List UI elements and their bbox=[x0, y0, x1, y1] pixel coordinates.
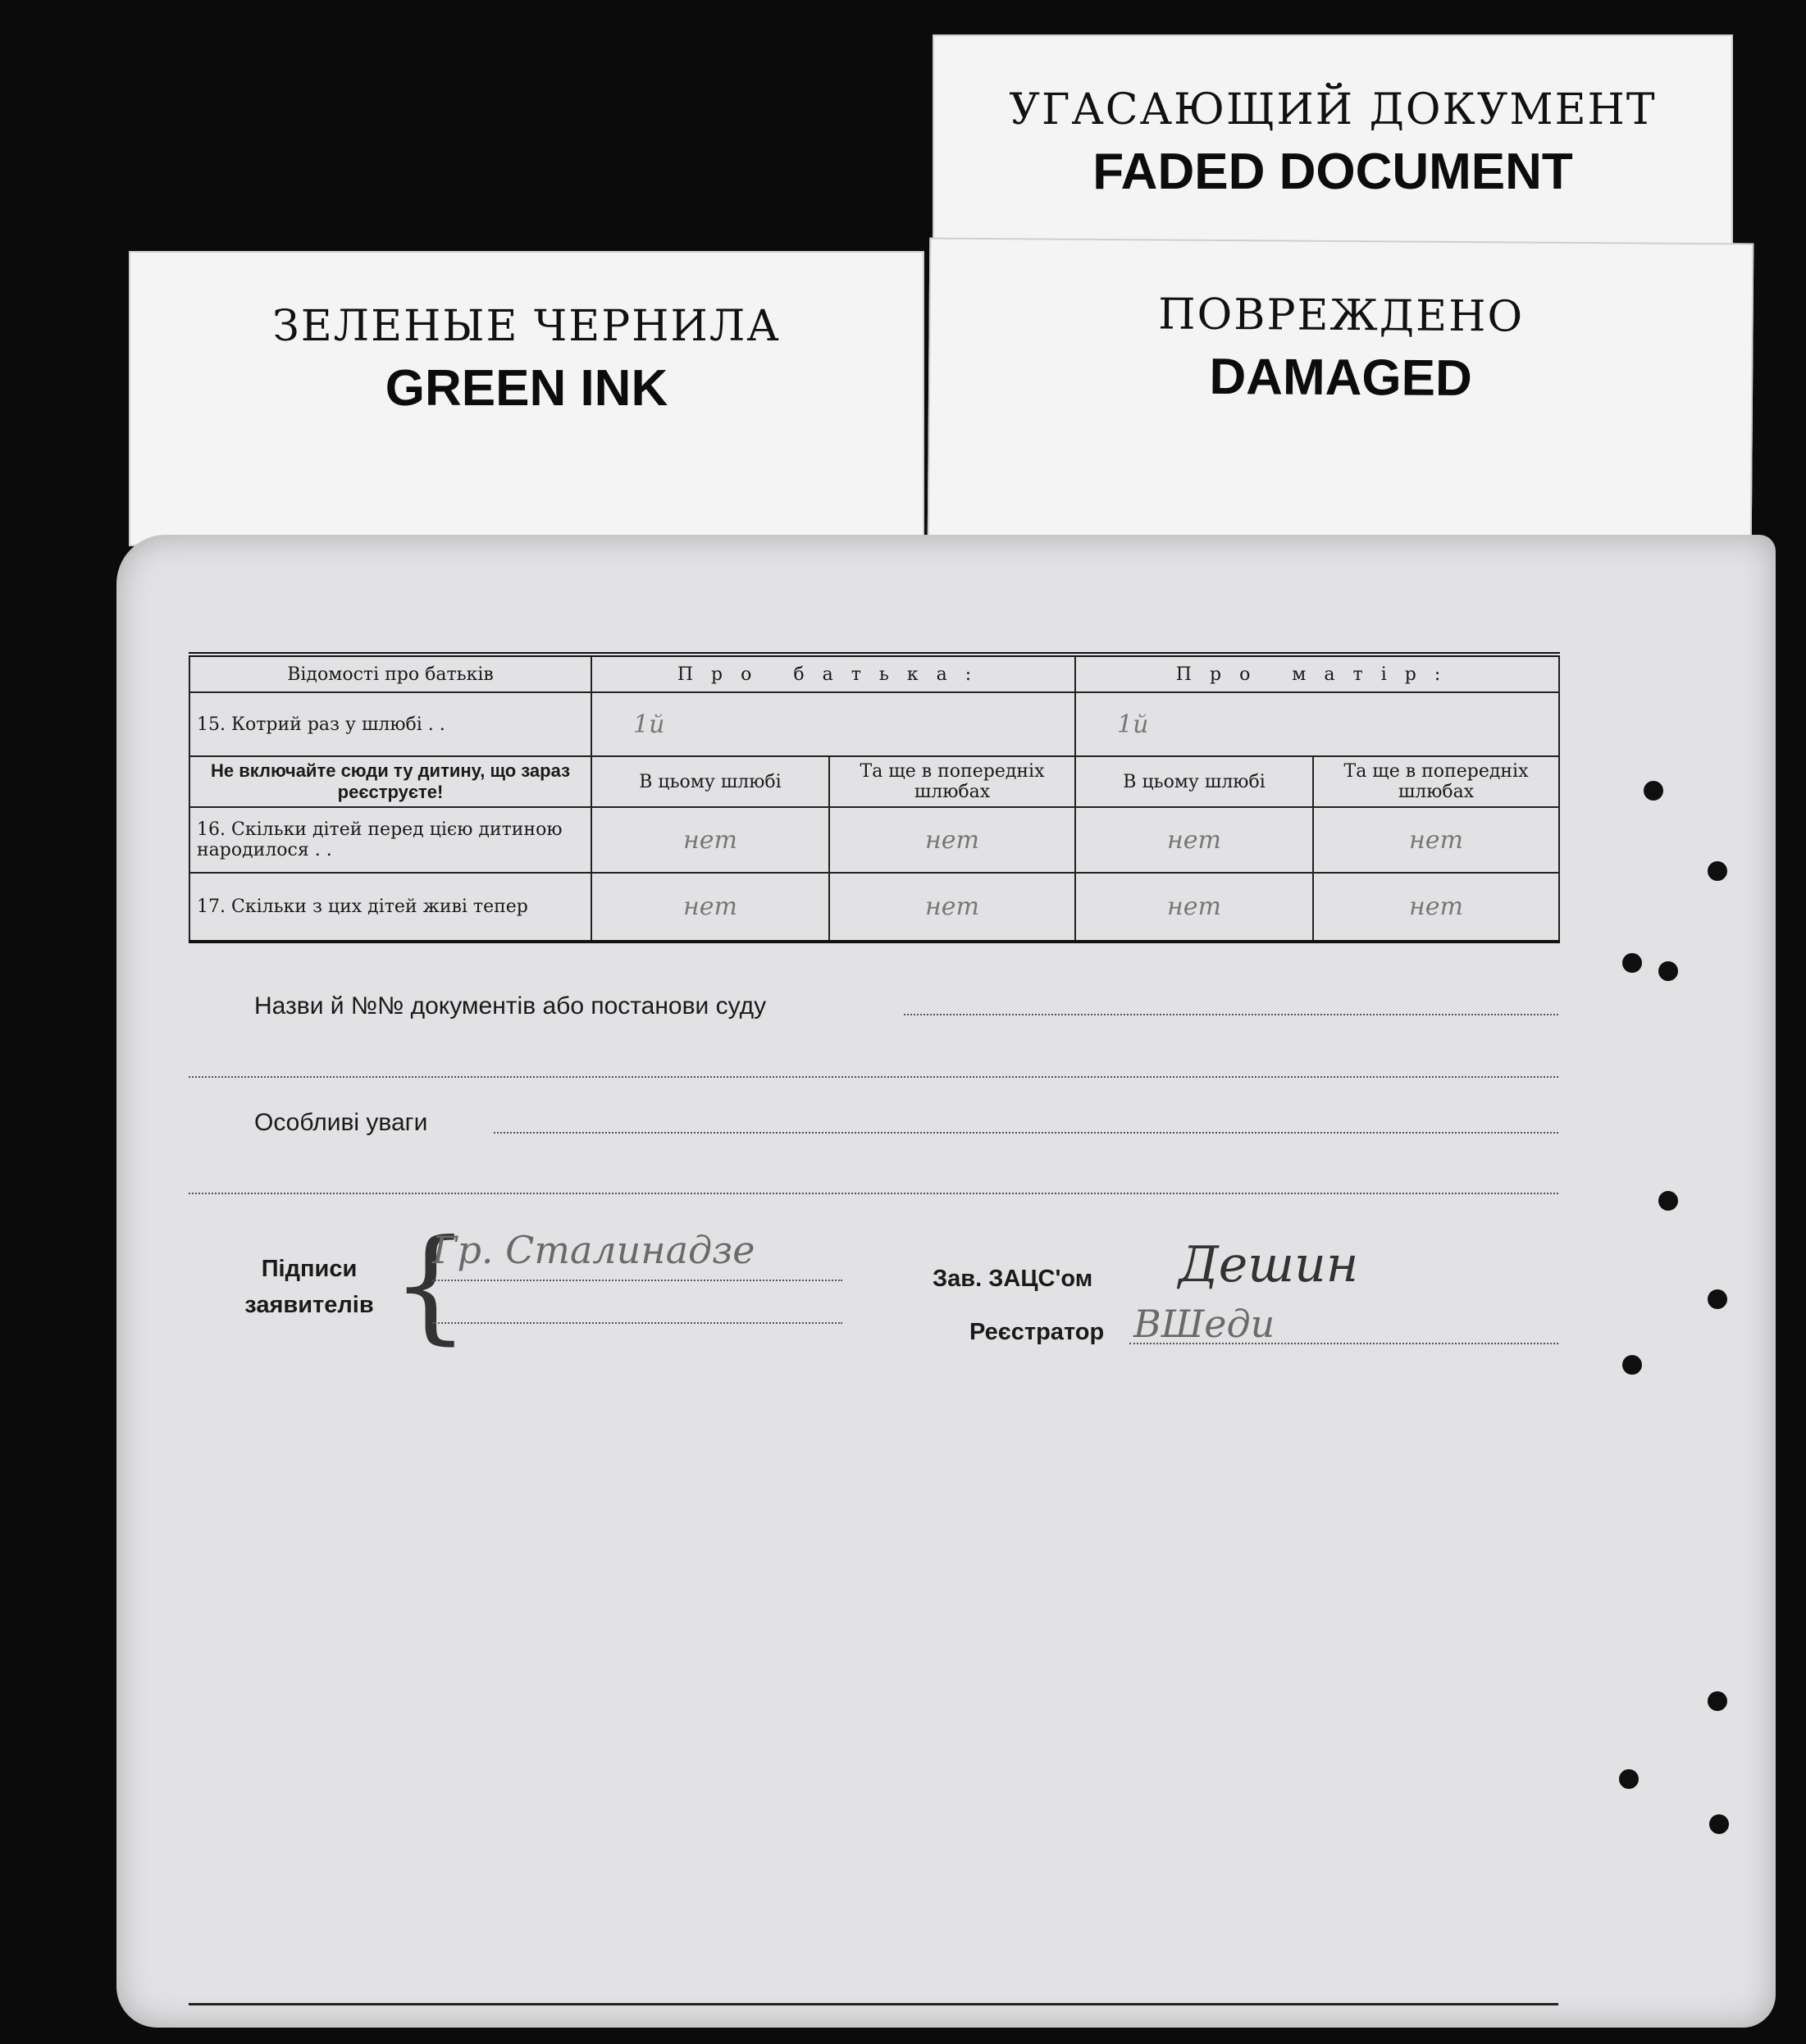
header-mother: Про матір: bbox=[1075, 655, 1559, 692]
punch-hole bbox=[1658, 1191, 1678, 1211]
notes-field-line-2 bbox=[189, 1193, 1558, 1194]
registrar-signature-line bbox=[1129, 1343, 1558, 1344]
row16-value: нет bbox=[1075, 807, 1313, 873]
document-sheet bbox=[116, 535, 1776, 2028]
row17-value: нет bbox=[591, 873, 829, 942]
punch-hole bbox=[1708, 861, 1727, 881]
punch-hole bbox=[1709, 1814, 1729, 1834]
row17-value: нет bbox=[1075, 873, 1313, 942]
row16-value: нет bbox=[829, 807, 1075, 873]
applicant-signature: Гр. Сталинадзе bbox=[432, 1228, 755, 1272]
parents-info-table bbox=[189, 652, 1560, 943]
notes-field-label: Особливі уваги bbox=[254, 1109, 428, 1136]
damaged-label-en: DAMAGED bbox=[1209, 348, 1473, 408]
applicant-signature-line bbox=[432, 1280, 842, 1281]
father-this-marriage-header: В цьому шлюбі bbox=[591, 756, 829, 807]
registrar-signature: ВШеди bbox=[1133, 1302, 1275, 1346]
registrar-label: Реєстратор bbox=[969, 1319, 1105, 1345]
row17-value: нет bbox=[829, 873, 1075, 942]
damaged-label-ru: ПОВРЕЖДЕНО bbox=[1158, 290, 1525, 342]
punch-hole bbox=[1658, 961, 1678, 981]
punch-hole bbox=[1619, 1769, 1639, 1789]
mother-prev-marriages-header: Та ще в попередніх шлюбах bbox=[1313, 756, 1559, 807]
row16-label: 16. Скільки дітей перед цією дитиною народилося . . bbox=[189, 807, 591, 873]
exclusion-note: Не включайте сюди ту дитину, що зараз реєструєте! bbox=[189, 756, 591, 807]
mother-this-marriage-header: В цьому шлюбі bbox=[1075, 756, 1313, 807]
documents-field-line bbox=[904, 1014, 1558, 1015]
punch-hole bbox=[1708, 1691, 1727, 1711]
row17-label: 17. Скільки з цих дітей живі тепер bbox=[189, 873, 591, 942]
header-parents-info: Відомості про батьків bbox=[189, 655, 591, 692]
faded-label-en: FADED DOCUMENT bbox=[1092, 144, 1573, 200]
father-prev-marriages-header: Та ще в попередніх шлюбах bbox=[829, 756, 1075, 807]
head-signature: Дешин bbox=[1179, 1236, 1359, 1293]
row17-value: нет bbox=[1313, 873, 1559, 942]
punch-hole bbox=[1644, 781, 1663, 801]
punch-hole bbox=[1708, 1289, 1727, 1309]
applicant-signature-line-2 bbox=[432, 1322, 842, 1324]
damaged-label bbox=[928, 237, 1754, 554]
punch-hole bbox=[1622, 953, 1642, 973]
green-ink-label bbox=[129, 251, 924, 546]
green-label-ru: ЗЕЛЕНЫЕ ЧЕРНИЛА bbox=[272, 302, 781, 351]
applicants-signature-label: Підписи заявителів bbox=[244, 1256, 374, 1318]
row15-label: 15. Котрий раз у шлюбі . . bbox=[189, 692, 591, 756]
header-father: Про батька: bbox=[591, 655, 1075, 692]
punch-hole bbox=[1622, 1355, 1642, 1375]
green-label-en: GREEN INK bbox=[385, 360, 668, 417]
head-registry-label: Зав. ЗАЦС'ом bbox=[933, 1266, 1093, 1292]
bottom-rule bbox=[189, 2003, 1558, 2005]
row16-value: нет bbox=[591, 807, 829, 873]
row15-mother-value: 1й bbox=[1075, 692, 1559, 756]
notes-field-line bbox=[494, 1132, 1558, 1134]
documents-field-line-2 bbox=[189, 1076, 1558, 1078]
row15-father-value: 1й bbox=[591, 692, 1075, 756]
row16-value: нет bbox=[1313, 807, 1559, 873]
documents-field-label: Назви й №№ документів або постанови суду bbox=[254, 992, 767, 1020]
faded-label-ru: УГАСАЮЩИЙ ДОКУМЕНТ bbox=[1009, 85, 1657, 135]
brace: { bbox=[391, 1214, 470, 1357]
